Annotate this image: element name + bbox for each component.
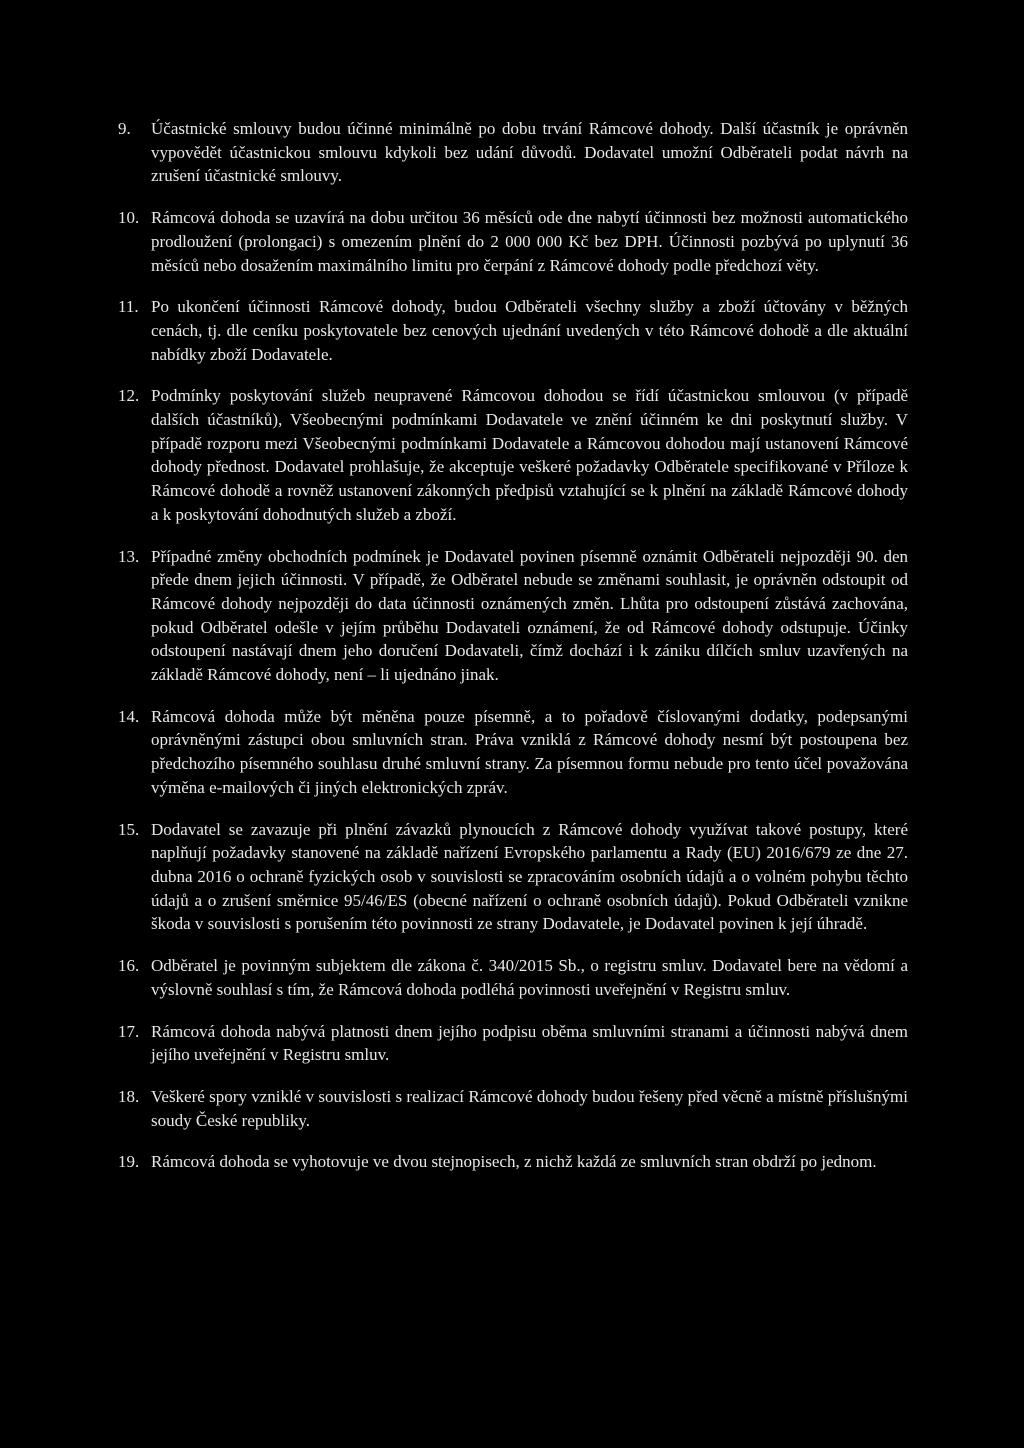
clause-text: Případné změny obchodních podmínek je Dodavatel povinen písemně oznámit Odběrateli nejpozději 90. den přede dnem jejich účinnosti. V případě, že Odběratel nebude se změnami souhlasit, je oprávněn odstoupit od Rámcové dohody nejpozději do data účinnosti oznámených změn. Lhůta pro odstoupení zůstává zachována, pokud Odběratel odešle v jejím průběhu Dodavateli oznámení, že od Rámcové dohody odstupuje. Účinky odstoupení nastávají dnem jeho doručení Dodavateli, čímž dochází i k zániku dílčích smluv uzavřených na základě Rámcové dohody, není – li ujednáno jinak. — [151, 546, 908, 685]
clause-list — [118, 117, 908, 1192]
clause-text: Po ukončení účinnosti Rámcové dohody, budou Odběrateli všechny služby a zboží účtovány v běžných cenách, tj. dle ceníku poskytovatele bez cenových ujednání uvedených v této Rámcové dohodě a dle aktuální nabídky zboží Dodavatele. — [151, 297, 908, 364]
clause-text: Rámcová dohoda se uzavírá na dobu určitou 36 měsíců ode dne nabytí účinnosti bez možnosti automatického prodloužení (prolongaci) s omezením plnění do 2 000 000 Kč bez DPH. Účinnosti pozbývá po uplynutí 36 měsíců nebo dosažením maximálního limitu pro čerpání z Rámcové dohody podle předchozí věty. — [151, 208, 908, 275]
clause-text: Dodavatel se zavazuje při plnění závazků plynoucích z Rámcové dohody využívat takové postupy, které naplňují požadavky stanovené na základě nařízení Evropského parlamentu a Rady (EU) 2016/679 ze dne 27. dubna 2016 o ochraně fyzických osob v souvislosti se zpracováním osobních údajů a o volném pohybu těchto údajů a o zrušení směrnice 95/46/ES (obecné nařízení o ochraně osobních údajů). Pokud Odběrateli vznikne škoda v souvislosti s porušením této povinnosti ze strany Dodavatele, je Dodavatel povinen k její úhradě. — [151, 819, 908, 934]
clause-14 — [118, 705, 908, 800]
clause-text: Veškeré spory vzniklé v souvislosti s realizací Rámcové dohody budou řešeny před věcně a místně příslušnými soudy České republiky. — [151, 1086, 908, 1130]
clause-15 — [118, 818, 908, 937]
clause-18 — [118, 1085, 908, 1132]
clause-number: 14. — [118, 706, 140, 726]
clause-number: 13. — [118, 546, 140, 566]
clause-17 — [118, 1020, 908, 1067]
clause-13 — [118, 545, 908, 687]
clause-text: Podmínky poskytování služeb neupravené Rámcovou dohodou se řídí účastnickou smlouvou (v případě dalších účastníků), Všeobecnými podmínkami Dodavatele ve znění účinném ke dni poskytnutí služby. V případě rozporu mezi Všeobecnými podmínkami Dodavatele a Rámcovou dohodou mají ustanovení Rámcové dohody přednost. Dodavatel prohlašuje, že akceptuje veškeré požadavky Odběratele specifikované v Příloze k Rámcové dohodě a rovněž ustanovení zákonných předpisů vztahující se k plnění na základě Rámcové dohody a k poskytování dohodnutých služeb a zboží. — [151, 386, 908, 524]
clause-number: 15. — [118, 819, 140, 839]
clause-16 — [118, 954, 908, 1001]
clause-number: 16. — [118, 956, 140, 976]
clause-number: 9. — [118, 119, 131, 138]
clause-text: Účastnické smlouvy budou účinné minimálně po dobu trvání Rámcové dohody. Další účastník je oprávněn vypovědět účastnickou smlouvu kdykoli bez udání důvodů. Dodavatel umožní Odběrateli podat návrh na zrušení účastnické smlouvy. — [151, 119, 908, 186]
clause-number: 11. — [118, 297, 139, 317]
clause-number: 12. — [118, 386, 140, 406]
clause-number: 10. — [118, 208, 140, 228]
clause-text: Rámcová dohoda může být měněna pouze písemně, a to pořadově číslovanými dodatky, podepsanými oprávněnými zástupci obou smluvních stran. Práva vzniklá z Rámcové dohody nesmí být postoupena bez předchozího písemného souhlasu druhé smluvní strany. Za písemnou formu nebude pro tento účel považována výměna e-mailových či jiných elektronických zpráv. — [151, 706, 908, 797]
clause-text: Odběratel je povinným subjektem dle zákona č. 340/2015 Sb., o registru smluv. Dodavatel bere na vědomí a výslovně souhlasí s tím, že Rámcová dohoda podléhá povinnosti uveřejnění v Registru smluv. — [151, 956, 908, 999]
clause-number: 18. — [118, 1086, 140, 1106]
clause-number: 17. — [118, 1021, 140, 1041]
clause-19 — [118, 1150, 908, 1174]
clause-text: Rámcová dohoda se vyhotovuje ve dvou stejnopisech, z nichž každá ze smluvních stran obdrží po jednom. — [151, 1152, 877, 1172]
clause-number: 19. — [118, 1152, 140, 1172]
clause-11 — [118, 295, 908, 366]
clause-10 — [118, 206, 908, 277]
clause-12 — [118, 384, 908, 526]
clause-text: Rámcová dohoda nabývá platnosti dnem jejího podpisu oběma smluvními stranami a účinnosti nabývá dnem jejího uveřejnění v Registru smluv. — [151, 1021, 908, 1065]
clause-9 — [118, 117, 908, 188]
